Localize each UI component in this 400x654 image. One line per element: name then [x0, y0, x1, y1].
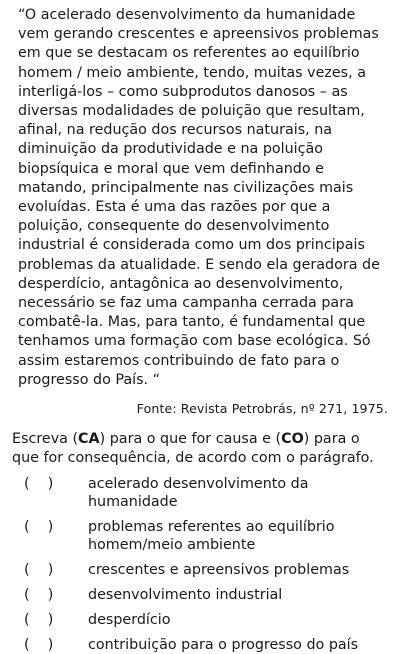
instruction-part-2: ) para o que for causa e (	[99, 431, 282, 448]
answer-blank[interactable]: ( )	[24, 637, 54, 654]
answer-list	[10, 475, 390, 654]
instruction-text	[10, 430, 390, 468]
consequence-code: CO	[281, 431, 304, 448]
quote-paragraph: “O acelerado desenvolvimento da humanidade vem gerando crescentes e apreensivos problemas em que se destacam os referentes ao equilíbrio homem / meio ambiente, tendo, muitas vezes, a interligá-los – como subprodutos danosos – as diversas modalidades de poluição que resultam, afinal, na redução dos recursos naturais, na diminuição da produtividade e na poluição biopsíquica e moral que vem definhando e matando, principalmente nas civilizações mais evoluídas. Esta é uma das razões por que a poluição, consequente do desenvolvimento industrial é considerada como um dos principais problemas da atualidade. E sendo ela geradora de desperdício, antagônica ao desenvolvimento, necessário se faz uma campanha cerrada para combatê-la. Mas, para tanto, é fundamental que tenhamos uma formação com base ecológica. Só assim estaremos contribuindo de fato para o progresso do País. “	[18, 7, 380, 388]
instruction-part-1: Escreva (	[12, 431, 79, 448]
answer-item	[10, 611, 390, 629]
answer-item-label: crescentes e apreensivos problemas	[88, 562, 350, 579]
answer-item	[10, 586, 390, 604]
answer-item-label: desperdício	[88, 612, 171, 629]
answer-blank[interactable]: ( )	[24, 519, 54, 536]
answer-item	[10, 636, 390, 654]
answer-item	[10, 561, 390, 579]
answer-item-label: problemas referentes ao equilíbrio homem/meio ambiente	[88, 519, 335, 554]
answer-blank[interactable]: ( )	[24, 612, 54, 629]
source-citation: Fonte: Revista Petrobrás, nº 271, 1975.	[136, 401, 388, 417]
answer-blank[interactable]: ( )	[24, 587, 54, 604]
answer-item-label: acelerado desenvolvimento da humanidade	[88, 476, 309, 511]
answer-item	[10, 475, 390, 511]
instruction-part-3: ) para o que for consequência, de acordo com o parágrafo.	[12, 431, 374, 467]
answer-item-label: desenvolvimento industrial	[88, 587, 283, 604]
answer-blank[interactable]: ( )	[24, 476, 54, 493]
answer-item-label: contribuição para o progresso do país	[88, 637, 359, 654]
answer-blank[interactable]: ( )	[24, 562, 54, 579]
cause-code: CA	[78, 431, 100, 448]
answer-item	[10, 518, 390, 554]
